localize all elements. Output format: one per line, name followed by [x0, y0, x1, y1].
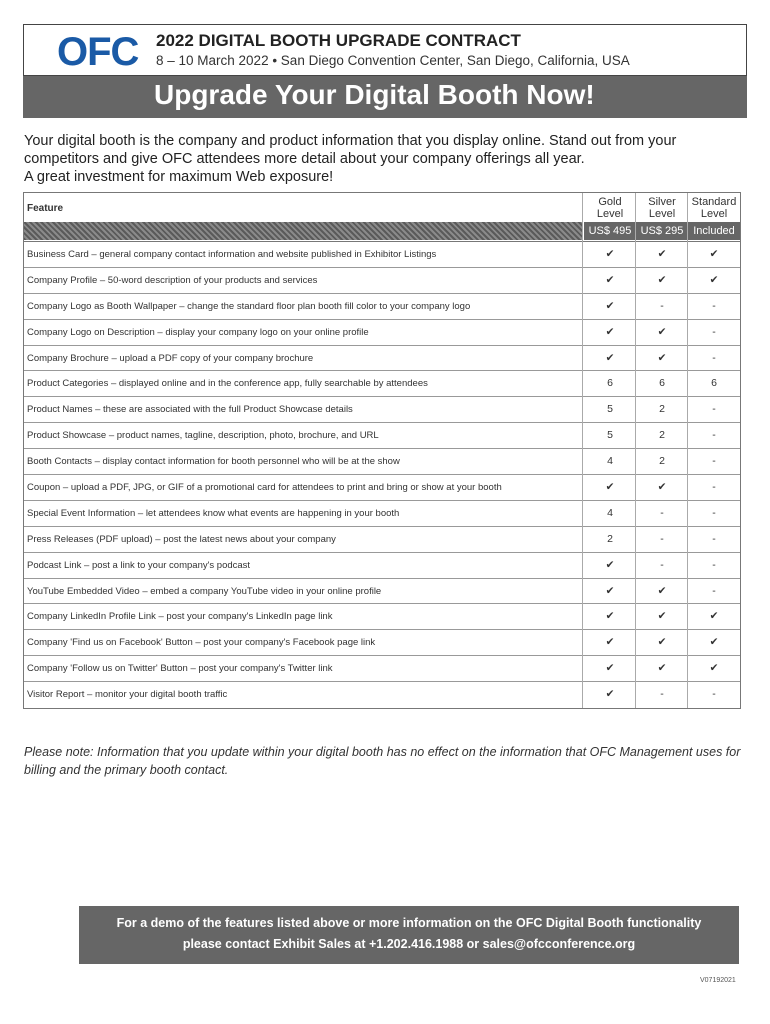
level-value: -: [712, 688, 716, 701]
feature-name: YouTube Embedded Video – embed a company YouTube video in your online profile: [27, 585, 382, 597]
feature-name: Company 'Find us on Facebook' Button – post your company's Facebook page link: [27, 637, 376, 649]
level-value: ✔: [605, 662, 615, 675]
level-value: ✔: [605, 610, 615, 623]
level-name: Standard Level: [691, 196, 737, 220]
level-value: 2: [659, 455, 665, 468]
level-value: -: [712, 351, 716, 364]
level-value: ✔: [605, 351, 615, 364]
banner: [23, 76, 747, 118]
level-price: US$ 295: [636, 222, 688, 240]
intro-text: [24, 132, 744, 186]
feature-name: Product Names – these are associated with the full Product Showcase details: [27, 404, 353, 416]
level-value: 2: [659, 403, 665, 416]
level-value: -: [712, 481, 716, 494]
table-row: [24, 475, 740, 501]
level-column-header: [636, 193, 688, 241]
column-divider: [687, 193, 688, 708]
level-value: -: [712, 299, 716, 312]
level-value: ✔: [605, 636, 615, 649]
header-hatch: [24, 222, 582, 240]
feature-name: Product Showcase – product names, tagline, description, photo, brochure, and URL: [27, 430, 379, 442]
feature-name: Press Releases (PDF upload) – post the latest news about your company: [27, 533, 336, 545]
level-value: ✔: [657, 325, 667, 338]
table-row: [24, 242, 740, 268]
feature-name: Company Logo on Description – display your company logo on your online profile: [27, 326, 369, 338]
level-value: -: [712, 558, 716, 571]
level-value: ✔: [605, 688, 615, 701]
level-value: -: [660, 299, 664, 312]
level-value: ✔: [605, 248, 615, 260]
level-value: ✔: [657, 610, 667, 623]
level-value: ✔: [657, 351, 667, 364]
feature-name: Booth Contacts – display contact information for booth personnel who will be at the show: [27, 456, 400, 468]
table-row: [24, 501, 740, 527]
feature-name: Product Categories – displayed online and in the conference app, fully searchable by attendees: [27, 378, 428, 390]
level-value: 2: [659, 429, 665, 442]
column-divider: [635, 193, 636, 708]
table-header: [24, 193, 740, 242]
level-value: ✔: [605, 273, 615, 286]
feature-name: Company 'Follow us on Twitter' Button – post your company's Twitter link: [27, 663, 333, 675]
level-value: ✔: [709, 610, 719, 623]
level-value: ✔: [657, 636, 667, 649]
ofc-logo: OFC: [57, 30, 139, 74]
level-value: ✔: [657, 662, 667, 675]
level-value: -: [660, 688, 664, 701]
level-value: -: [712, 455, 716, 468]
level-column-header: [584, 193, 636, 241]
column-divider: [582, 193, 583, 708]
feature-name: Company Profile – 50-word description of your products and services: [27, 274, 318, 286]
table-row: [24, 630, 740, 656]
level-value: ✔: [709, 248, 719, 260]
intro-line: Your digital booth is the company and product information that you display online. Stand out from your: [24, 133, 677, 149]
level-value: ✔: [605, 299, 615, 312]
intro-line: A great investment for maximum Web exposure!: [24, 169, 334, 185]
feature-name: Special Event Information – let attendees know what events are happening in your booth: [27, 507, 400, 519]
level-name: Silver Level: [648, 196, 676, 220]
level-value: 2: [607, 532, 613, 545]
level-value: ✔: [605, 584, 615, 597]
table-row: [24, 553, 740, 579]
level-value: ✔: [657, 584, 667, 597]
intro-line: competitors and give OFC attendees more detail about your company offerings all year.: [24, 151, 585, 167]
level-value: -: [712, 532, 716, 545]
table-body: [24, 242, 740, 708]
level-price: Included: [688, 222, 740, 240]
level-price: US$ 495: [584, 222, 636, 240]
please-note: Please note: Information that you update within your digital booth has no effect on the information that OFC Management uses for billing and the primary booth contact.: [24, 745, 741, 777]
contact-footer: [79, 906, 739, 964]
level-value: 4: [607, 455, 613, 468]
feature-name: Company Brochure – upload a PDF copy of your company brochure: [27, 352, 314, 364]
table-row: [24, 423, 740, 449]
level-value: 6: [607, 377, 613, 390]
header: [23, 24, 747, 76]
feature-name: Business Card – general company contact information and website published in Exhibitor Listings: [27, 249, 437, 260]
table-row: [24, 320, 740, 346]
level-value: -: [660, 532, 664, 545]
table-row: [24, 449, 740, 475]
level-value: ✔: [709, 662, 719, 675]
level-value: ✔: [709, 273, 719, 286]
table-row: [24, 268, 740, 294]
table-row: [24, 656, 740, 682]
contract-title: 2022 DIGITAL BOOTH UPGRADE CONTRACT: [156, 31, 521, 50]
feature-name: Coupon – upload a PDF, JPG, or GIF of a promotional card for attendees to print and bring or show at your booth: [27, 482, 502, 494]
level-value: -: [712, 403, 716, 416]
event-details: 8 – 10 March 2022 • San Diego Convention Center, San Diego, California, USA: [156, 53, 630, 68]
level-value: -: [712, 506, 716, 519]
table-row: [24, 682, 740, 708]
feature-name: Visitor Report – monitor your digital booth traffic: [27, 689, 228, 701]
banner-title: Upgrade Your Digital Booth Now!: [154, 79, 595, 110]
level-value: ✔: [709, 636, 719, 649]
level-value: ✔: [657, 481, 667, 494]
level-value: ✔: [605, 558, 615, 571]
level-name: Gold Level: [596, 196, 624, 220]
table-row: [24, 527, 740, 553]
version-code: V07192021: [700, 977, 736, 984]
footer-line: please contact Exhibit Sales at +1.202.416.1988 or sales@ofcconference.org: [182, 937, 636, 951]
level-value: 4: [607, 506, 613, 519]
feature-name: Company LinkedIn Profile Link – post your company's LinkedIn page link: [27, 611, 333, 623]
level-value: -: [712, 429, 716, 442]
feature-column-header: Feature: [27, 203, 64, 214]
level-value: ✔: [657, 273, 667, 286]
feature-table: [23, 192, 741, 709]
table-row: [24, 604, 740, 630]
feature-name: Company Logo as Booth Wallpaper – change the standard floor plan booth fill color to your company logo: [27, 300, 471, 312]
level-value: 5: [607, 429, 613, 442]
table-row: [24, 397, 740, 423]
level-value: ✔: [605, 481, 615, 494]
level-value: 6: [711, 377, 717, 390]
level-value: -: [712, 584, 716, 597]
table-row: [24, 346, 740, 372]
table-row: [24, 579, 740, 605]
table-row: [24, 371, 740, 397]
level-value: 6: [659, 377, 665, 390]
level-value: -: [660, 506, 664, 519]
level-value: ✔: [605, 325, 615, 338]
table-row: [24, 294, 740, 320]
footer-line: For a demo of the features listed above or more information on the OFC Digital Booth functionality: [116, 916, 702, 930]
level-value: 5: [607, 403, 613, 416]
level-value: -: [712, 325, 716, 338]
level-column-header: [688, 193, 740, 241]
feature-name: Podcast Link – post a link to your company's podcast: [27, 559, 251, 571]
level-value: ✔: [657, 248, 667, 260]
level-value: -: [660, 558, 664, 571]
